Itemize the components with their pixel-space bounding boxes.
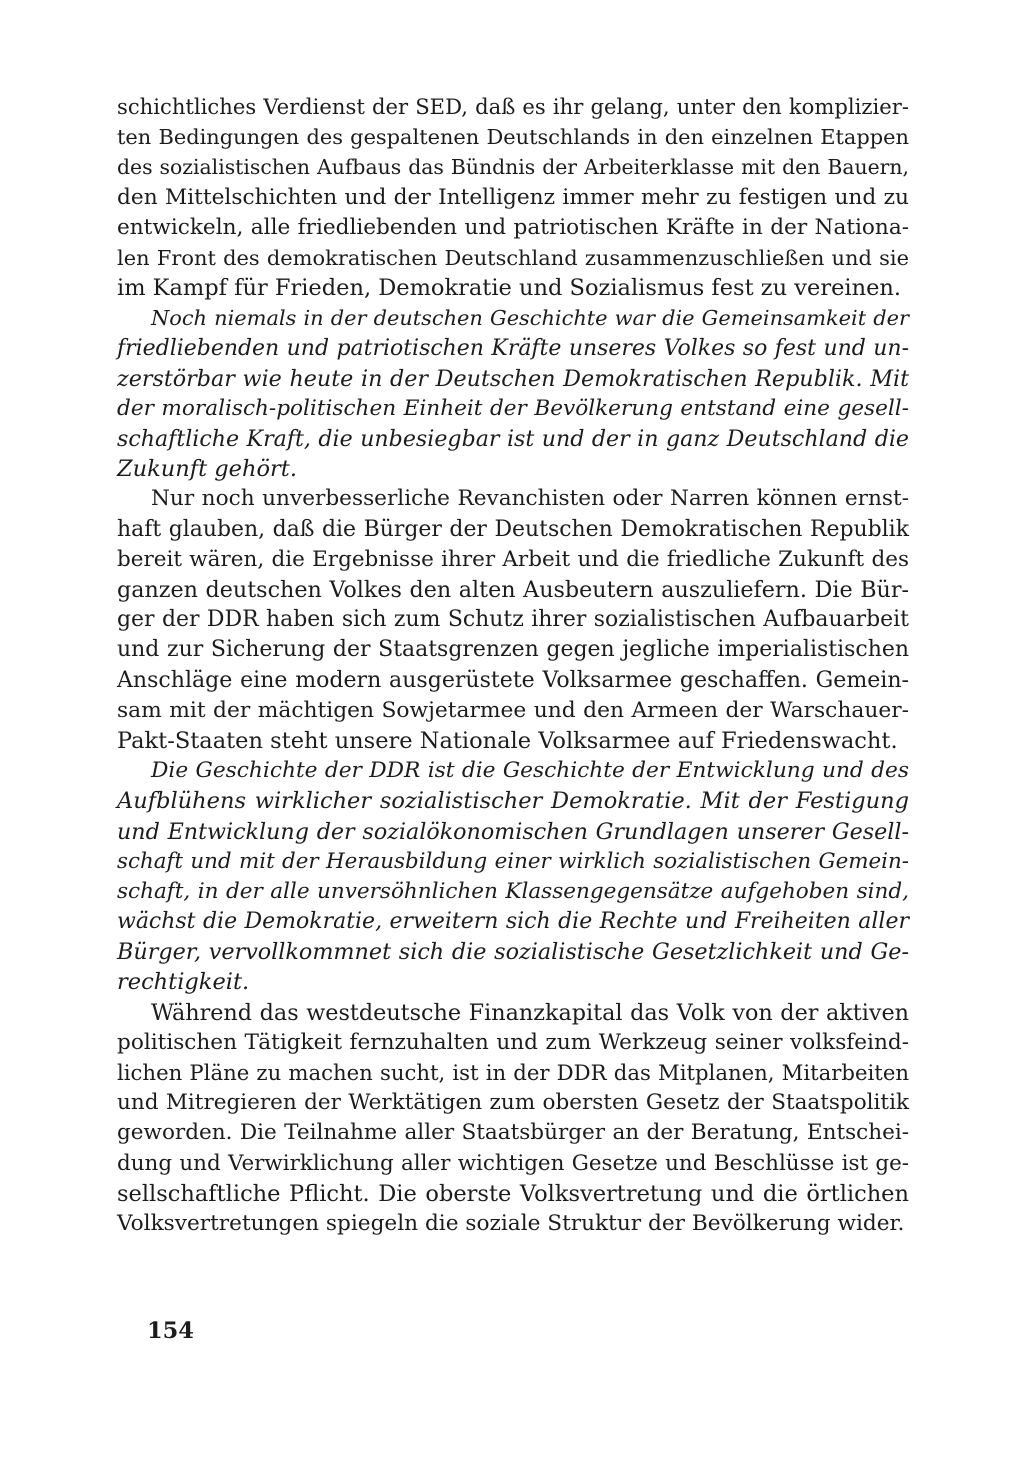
text-line: Aufblühens wirklicher sozialistischer Demokratie. Mit der Festigung <box>117 788 909 815</box>
text-line: Die Geschichte der DDR ist die Geschichte der Entwicklung und des <box>151 758 909 784</box>
text-line: der moralisch-politischen Einheit der Bevölkerung entstand eine gesell- <box>117 395 909 421</box>
text-line: Zukunft gehört. <box>117 456 297 483</box>
text-line: schichtliches Verdienst der SED, daß es ihr gelang, unter den komplizier- <box>117 94 909 119</box>
text-line: im Kampf für Frieden, Demokratie und Sozialismus fest zu vereinen. <box>117 275 902 302</box>
text-line: lichen Pläne zu machen sucht, ist in der DDR das Mitplanen, Mitarbeiten <box>117 1060 909 1085</box>
text-line: und Entwicklung der sozialökonomischen Grundlagen unserer Gesell- <box>117 818 909 845</box>
text-line: zerstörbar wie heute in der Deutschen Demokratischen Republik. Mit <box>117 365 909 392</box>
text-line: den Mittelschichten und der Intelligenz immer mehr zu festigen und zu <box>117 184 909 210</box>
text-line: friedliebenden und patriotischen Kräfte unseres Volkes so fest und un- <box>117 335 909 361</box>
text-line: Pakt-Staaten steht unsere Nationale Volksarmee auf Friedenswacht. <box>117 727 898 754</box>
paragraph-2 <box>117 303 909 484</box>
text-line: Nur noch unverbesserliche Revanchisten oder Narren können ernst- <box>151 486 909 512</box>
text-line: und zur Sicherung der Staatsgrenzen gegen jegliche imperialistischen <box>117 637 909 663</box>
text-line: sellschaftliche Pflicht. Die oberste Volksvertretung und die örtlichen <box>117 1180 909 1207</box>
text-line: dung und Verwirklichung aller wichtigen Gesetze und Beschlüsse ist ge- <box>117 1150 909 1176</box>
body-text <box>117 92 909 1239</box>
text-line: Volksvertretungen spiegeln die soziale Struktur der Bevölkerung wider. <box>117 1210 905 1236</box>
text-line: schaft und mit der Herausbildung einer wirklich sozialistischen Gemein- <box>117 848 909 874</box>
text-line: bereit wären, die Ergebnisse ihrer Arbeit und die friedliche Zukunft des <box>117 546 909 572</box>
text-line: ten Bedingungen des gespaltenen Deutschlands in den einzelnen Etappen <box>117 125 909 150</box>
text-line: politischen Tätigkeit fernzuhalten und zum Werkzeug seiner volksfeind- <box>117 1029 909 1055</box>
paragraph-1 <box>117 92 909 303</box>
text-line: schaft, in der alle unversöhnlichen Klassengegensätze aufgehoben sind, <box>117 878 909 904</box>
text-line: ganzen deutschen Volkes den alten Ausbeutern auszuliefern. Die Bür- <box>117 577 909 603</box>
text-line: haft glauben, daß die Bürger der Deutschen Demokratischen Republik <box>117 516 909 542</box>
text-line: rechtigkeit. <box>117 969 250 996</box>
text-line: entwickeln, alle friedliebenden und patriotischen Kräfte in der Nationa- <box>117 214 909 240</box>
text-line: Während das westdeutsche Finanzkapital das Volk von der aktiven <box>151 999 909 1026</box>
text-line: wächst die Demokratie, erweitern sich die Rechte und Freiheiten aller <box>117 909 909 935</box>
text-line: Anschläge eine modern ausgerüstete Volksarmee geschaffen. Gemein- <box>117 667 909 693</box>
text-line: len Front des demokratischen Deutschland zusammenzuschließen und sie <box>117 245 909 270</box>
text-line: ger der DDR haben sich zum Schutz ihrer sozialistischen Aufbauarbeit <box>117 607 909 633</box>
text-line: Noch niemals in der deutschen Geschichte war die Gemeinsamkeit der <box>151 306 909 331</box>
text-line: geworden. Die Teilnahme aller Staatsbürger an der Beratung, Entschei- <box>117 1120 909 1146</box>
text-line: und Mitregieren der Werktätigen zum obersten Gesetz der Staatspolitik <box>117 1090 909 1116</box>
paragraph-4 <box>117 756 909 998</box>
paragraph-3 <box>117 484 909 756</box>
page-number: 154 <box>147 1318 194 1344</box>
text-line: sam mit der mächtigen Sowjetarmee und den Armeen der Warschauer- <box>117 697 909 723</box>
paragraph-5 <box>117 998 909 1240</box>
text-line: des sozialistischen Aufbaus das Bündnis der Arbeiterklasse mit den Bauern, <box>117 155 909 180</box>
text-line: schaftliche Kraft, die unbesiegbar ist und der in ganz Deutschland die <box>117 426 909 453</box>
text-line: Bürger, vervollkommnet sich die sozialistische Gesetzlichkeit und Ge- <box>117 939 909 966</box>
